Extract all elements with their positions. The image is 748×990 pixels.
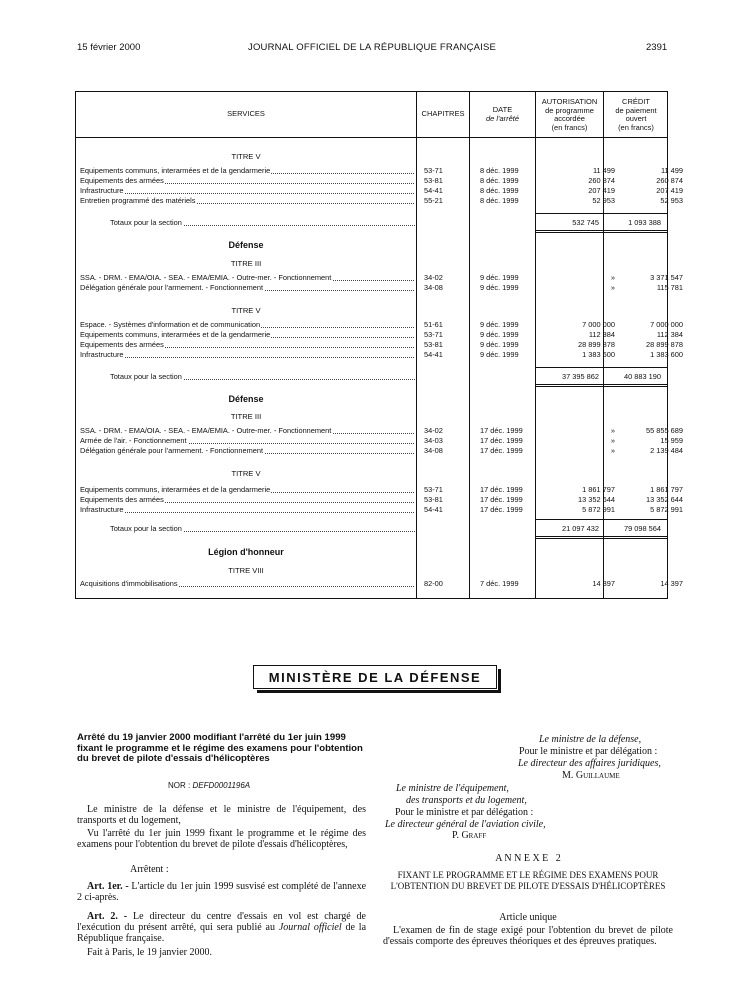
table-row bbox=[80, 340, 683, 350]
row-autorisation: 260 874 bbox=[588, 176, 615, 185]
row-date: 8 déc. 1999 bbox=[480, 176, 519, 185]
row-credit: 28 899 878 bbox=[646, 340, 683, 349]
row-label: Armée de l'air. - Fonctionnement bbox=[80, 436, 414, 446]
row-label: Espace. - Systèmes d'information et de communication bbox=[80, 320, 414, 330]
row-credit: 112 384 bbox=[656, 330, 683, 339]
table-row bbox=[80, 320, 683, 330]
row-date: 17 déc. 1999 bbox=[480, 446, 523, 455]
row-credit: 5 872 991 bbox=[650, 505, 683, 514]
row-date: 8 déc. 1999 bbox=[480, 166, 519, 175]
row-label: SSA. - DRM. - EMA/OIA. - SEA. - EMA/EMIA. - Outre-mer. - Fonctionnement bbox=[80, 426, 414, 436]
subtotal-rule bbox=[535, 213, 668, 214]
col-header-services: SERVICES bbox=[227, 109, 265, 118]
annexe-body: L'examen de fin de stage exigé pour l'obtention du brevet de pilote d'essais comporte des épreuves théoriques et des épreuves pratiques. bbox=[383, 925, 673, 947]
row-chapitre: 53-81 bbox=[424, 176, 443, 185]
article-2: Art. 2. - Le directeur du centre d'essais en vol est chargé de l'exécution du présent arrêté, qui sera publié au Journal officiel de la République française. bbox=[77, 911, 367, 944]
paragraph-vu: Vu l'arrêté du 1er juin 1999 fixant le programme et le régime des examens pour l'obtention du brevet de pilote d'essais d'hélicoptères, bbox=[77, 828, 366, 850]
signature-2-line-1: Le ministre de l'équipement, bbox=[396, 783, 509, 794]
titre-heading: TITRE V bbox=[231, 306, 261, 315]
row-autorisation: 1 861 797 bbox=[582, 485, 615, 494]
arretent: Arrêtent : bbox=[130, 864, 169, 875]
totals-label: Totaux pour la section bbox=[110, 218, 415, 228]
nor-reference: NOR : DEFD0001196A bbox=[168, 781, 251, 790]
section-heading: Défense bbox=[228, 240, 264, 250]
titre-heading: TITRE V bbox=[231, 469, 261, 478]
article-unique-heading: Article unique bbox=[499, 912, 557, 923]
signature-2-line-4: Le directeur général de l'aviation civile, bbox=[385, 819, 546, 830]
row-chapitre: 34-08 bbox=[424, 283, 443, 292]
row-label: Entretien programmé des matériels bbox=[80, 196, 414, 206]
row-credit: 3 371 547 bbox=[650, 273, 683, 282]
row-credit: 2 139 484 bbox=[650, 446, 683, 455]
total-rule bbox=[535, 384, 668, 385]
row-label: Equipements des armées bbox=[80, 340, 414, 350]
row-autorisation: 11 499 bbox=[592, 166, 615, 175]
total-credit: 40 883 190 bbox=[624, 372, 661, 381]
row-autorisation: 5 872 991 bbox=[582, 505, 615, 514]
row-credit: 13 352 644 bbox=[646, 495, 683, 504]
section-heading: Défense bbox=[228, 394, 264, 404]
row-chapitre: 51-61 bbox=[424, 320, 443, 329]
row-chapitre: 54-41 bbox=[424, 350, 443, 359]
signing-place-date: Fait à Paris, le 19 janvier 2000. bbox=[87, 947, 212, 958]
table-row bbox=[80, 196, 683, 206]
table-row bbox=[80, 273, 683, 283]
row-chapitre: 82-00 bbox=[424, 579, 443, 588]
table-row bbox=[80, 166, 683, 176]
totals-label: Totaux pour la section bbox=[110, 524, 415, 534]
total-autorisation: 21 097 432 bbox=[562, 524, 599, 533]
total-credit: 1 093 388 bbox=[628, 218, 661, 227]
row-autorisation: 52 953 bbox=[592, 196, 615, 205]
row-label: Délégation générale pour l'armement. - Fonctionnement bbox=[80, 446, 414, 456]
row-label: Infrastructure bbox=[80, 505, 414, 515]
row-label: Equipements communs, interarmées et de la gendarmerie bbox=[80, 485, 414, 495]
row-date: 8 déc. 1999 bbox=[480, 186, 519, 195]
signature-1-name: M. Guillaume bbox=[562, 770, 620, 781]
table-row bbox=[80, 579, 683, 589]
annexe-title: FIXANT LE PROGRAMME ET LE RÉGIME DES EXAMENS POUR L'OBTENTION DU BREVET DE PILOTE D'ESSAIS D'HÉLICOPTÈRES bbox=[390, 870, 666, 891]
table-row bbox=[80, 485, 683, 495]
total-rule bbox=[535, 538, 668, 539]
header-date: 15 février 2000 bbox=[77, 42, 141, 53]
totals-label: Totaux pour la section bbox=[110, 372, 415, 382]
signature-2-line-3: Pour le ministre et par délégation : bbox=[395, 807, 534, 818]
header-page-number: 2391 bbox=[646, 42, 668, 53]
row-autorisation: 7 000 000 bbox=[582, 320, 615, 329]
row-label: Acquisitions d'immobilisations bbox=[80, 579, 414, 589]
titre-heading: TITRE V bbox=[231, 152, 261, 161]
header-journal-title: JOURNAL OFFICIEL DE LA RÉPUBLIQUE FRANÇAISE bbox=[248, 42, 497, 53]
row-chapitre: 34-08 bbox=[424, 446, 443, 455]
signature-2-name: P. Graff bbox=[452, 830, 487, 841]
total-rule bbox=[535, 386, 668, 387]
row-autorisation: » bbox=[610, 426, 615, 435]
article-1: Art. 1er. - L'article du 1er juin 1999 susvisé est complété de l'annexe 2 ci-après. bbox=[77, 881, 367, 903]
row-credit: 1 383 600 bbox=[650, 350, 683, 359]
col-header-autorisation: AUTORISATION de programme accordée (en francs) bbox=[541, 97, 598, 132]
row-chapitre: 34-02 bbox=[424, 426, 443, 435]
row-chapitre: 53-71 bbox=[424, 485, 443, 494]
row-date: 8 déc. 1999 bbox=[480, 196, 519, 205]
signature-1-line-2: Pour le ministre et par délégation : bbox=[519, 746, 658, 757]
row-autorisation: 28 899 878 bbox=[578, 340, 615, 349]
titre-heading: TITRE VIII bbox=[228, 566, 264, 575]
row-date: 17 déc. 1999 bbox=[480, 495, 523, 504]
signature-2-line-2: des transports et du logement, bbox=[406, 795, 527, 806]
col-header-credit: CRÉDIT de paiement ouvert (en francs) bbox=[615, 97, 657, 132]
row-chapitre: 53-81 bbox=[424, 495, 443, 504]
row-label: Equipements des armées bbox=[80, 176, 414, 186]
row-date: 9 déc. 1999 bbox=[480, 340, 519, 349]
row-autorisation: 1 383 600 bbox=[582, 350, 615, 359]
row-credit: 15 959 bbox=[660, 436, 683, 445]
row-credit: 55 855 689 bbox=[646, 426, 683, 435]
row-date: 17 déc. 1999 bbox=[480, 426, 523, 435]
table-row bbox=[80, 495, 683, 505]
row-credit: 1 861 797 bbox=[650, 485, 683, 494]
total-rule bbox=[535, 232, 668, 233]
row-chapitre: 54-41 bbox=[424, 505, 443, 514]
table-row bbox=[80, 186, 683, 196]
table-row bbox=[80, 436, 683, 446]
decree-title: Arrêté du 19 janvier 2000 modifiant l'arrêté du 1er juin 1999 fixant le programme et le régime des examens pour l'obtention du brevet de pilote d'essais d'hélicoptères bbox=[77, 732, 363, 765]
table-row bbox=[80, 505, 683, 515]
signature-1-line-1: Le ministre de la défense, bbox=[539, 734, 642, 745]
titre-heading: TITRE III bbox=[230, 259, 262, 268]
subtotal-rule bbox=[535, 367, 668, 368]
row-date: 9 déc. 1999 bbox=[480, 350, 519, 359]
table-row bbox=[80, 350, 683, 360]
table-row bbox=[80, 446, 683, 456]
row-autorisation: 14 397 bbox=[592, 579, 615, 588]
row-autorisation: 13 352 644 bbox=[578, 495, 615, 504]
row-label: SSA. - DRM. - EMA/OIA. - SEA. - EMA/EMIA. - Outre-mer. - Fonctionnement bbox=[80, 273, 414, 283]
row-credit: 11 499 bbox=[660, 166, 683, 175]
row-label: Equipements communs, interarmées et de la gendarmerie bbox=[80, 330, 414, 340]
signature-1-line-3: Le directeur des affaires juridiques, bbox=[518, 758, 661, 769]
ministry-heading: MINISTÈRE DE LA DÉFENSE bbox=[268, 669, 482, 685]
row-chapitre: 53-71 bbox=[424, 330, 443, 339]
header-rule bbox=[75, 137, 668, 138]
row-autorisation: » bbox=[610, 273, 615, 282]
row-credit: 52 953 bbox=[660, 196, 683, 205]
col-header-date: DATE de l'arrêté bbox=[485, 105, 520, 123]
table-row bbox=[80, 330, 683, 340]
row-date: 17 déc. 1999 bbox=[480, 505, 523, 514]
row-chapitre: 34-03 bbox=[424, 436, 443, 445]
row-autorisation: 207 419 bbox=[588, 186, 615, 195]
row-date: 9 déc. 1999 bbox=[480, 330, 519, 339]
row-date: 7 déc. 1999 bbox=[480, 579, 519, 588]
total-autorisation: 37 395 862 bbox=[562, 372, 599, 381]
table-row bbox=[80, 176, 683, 186]
row-label: Infrastructure bbox=[80, 186, 414, 196]
ministry-heading-box bbox=[253, 665, 497, 689]
row-autorisation: » bbox=[610, 436, 615, 445]
annexe-heading: A N N E X E 2 bbox=[495, 853, 561, 864]
total-credit: 79 098 564 bbox=[624, 524, 661, 533]
row-credit: 115 781 bbox=[656, 283, 683, 292]
row-chapitre: 53-81 bbox=[424, 340, 443, 349]
row-label: Délégation générale pour l'armement. - Fonctionnement bbox=[80, 283, 414, 293]
row-chapitre: 34-02 bbox=[424, 273, 443, 282]
row-label: Equipements communs, interarmées et de la gendarmerie bbox=[80, 166, 414, 176]
row-chapitre: 55-21 bbox=[424, 196, 443, 205]
row-credit: 7 000 000 bbox=[650, 320, 683, 329]
paragraph-ministers: Le ministre de la défense et le ministre de l'équipement, des transports et du logement, bbox=[77, 804, 366, 826]
total-rule bbox=[535, 536, 668, 537]
row-credit: 14 397 bbox=[660, 579, 683, 588]
row-date: 9 déc. 1999 bbox=[480, 320, 519, 329]
row-credit: 260 874 bbox=[656, 176, 683, 185]
col-header-chapitres: CHAPITRES bbox=[421, 109, 465, 118]
row-autorisation: » bbox=[610, 446, 615, 455]
row-autorisation: » bbox=[610, 283, 615, 292]
total-rule bbox=[535, 230, 668, 231]
table-row bbox=[80, 426, 683, 436]
row-date: 17 déc. 1999 bbox=[480, 436, 523, 445]
row-date: 9 déc. 1999 bbox=[480, 273, 519, 282]
row-credit: 207 419 bbox=[656, 186, 683, 195]
row-autorisation: 112 384 bbox=[588, 330, 615, 339]
row-label: Infrastructure bbox=[80, 350, 414, 360]
row-chapitre: 53-71 bbox=[424, 166, 443, 175]
subtotal-rule bbox=[535, 519, 668, 520]
total-autorisation: 532 745 bbox=[572, 218, 599, 227]
row-chapitre: 54-41 bbox=[424, 186, 443, 195]
row-date: 17 déc. 1999 bbox=[480, 485, 523, 494]
section-heading: Légion d'honneur bbox=[208, 547, 284, 557]
row-label: Equipements des armées bbox=[80, 495, 414, 505]
row-date: 9 déc. 1999 bbox=[480, 283, 519, 292]
titre-heading: TITRE III bbox=[230, 412, 262, 421]
table-row bbox=[80, 283, 683, 293]
